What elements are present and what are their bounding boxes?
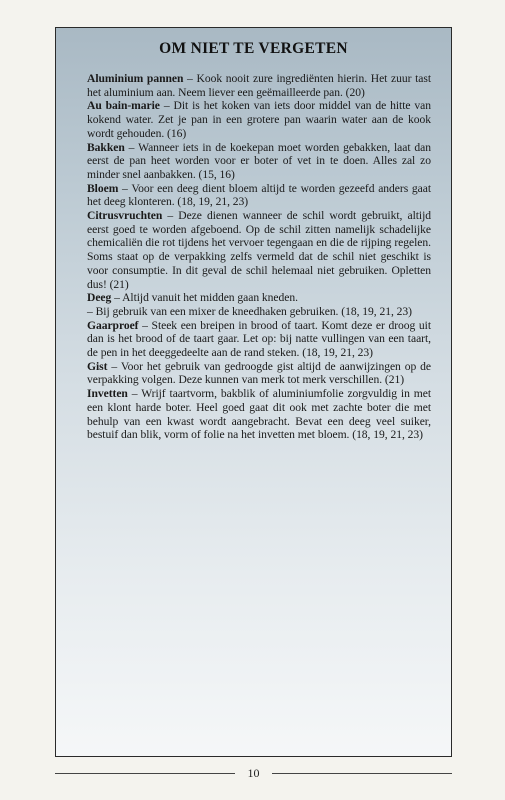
entry-separator: –: [183, 72, 197, 85]
glossary-entry: [87, 291, 431, 305]
entry-separator: –: [138, 318, 152, 332]
glossary-entry: [87, 141, 431, 182]
entry-term: Citrusvruchten: [87, 209, 163, 223]
entry-text: Altijd vanuit het midden gaan kneden.: [122, 291, 298, 305]
glossary-entry: [87, 99, 431, 140]
entry-text: Steek een breipen in brood of taart. Komt deze er droog uit dan is het brood of de taart gaar. Let op: bij natte vullingen van een taart, de pen in het deeggedeelte aan de rand steken. (18, 19, 21, 23): [87, 318, 431, 360]
entry-text: Kook nooit zure ingrediënten hierin. Het zuur tast het aluminium aan. Neem liever een geëmailleerde pan. (20): [87, 72, 432, 99]
entry-term: Aluminium pannen: [87, 72, 184, 85]
glossary-entry: [87, 72, 431, 99]
entry-term: Gaarproef: [87, 318, 139, 332]
glossary-entry: [87, 319, 431, 360]
entry-term: Bakken: [87, 140, 125, 154]
entry-separator: –: [118, 181, 132, 195]
glossary-entry: [87, 387, 431, 442]
entry-term: Gist: [87, 359, 108, 373]
glossary-entry: [87, 182, 431, 209]
entry-separator: –: [124, 140, 139, 154]
glossary-entry: [87, 209, 431, 291]
page-frame: [55, 27, 452, 757]
entry-separator: –: [111, 291, 123, 305]
entry-term: Au bain-marie: [87, 99, 160, 113]
entry-text: Voor het gebruik van gedroogde gist altijd de aanwijzingen op de verpakking volgen. Deze kunnen van merk tot merk verschillen. (21): [87, 359, 432, 387]
entry-separator: –: [162, 209, 179, 223]
footer-rule-right: [272, 773, 452, 774]
entry-separator: –: [127, 387, 142, 401]
page-number: 10: [247, 766, 260, 780]
glossary-entry-continuation: [87, 305, 431, 319]
entry-term: Bloem: [87, 181, 119, 195]
glossary-entry: [87, 360, 431, 387]
entry-text: Voor een deeg dient bloem altijd te worden gezeefd anders gaat het deeg klonteren. (18, 19, 21, 23): [87, 181, 432, 209]
page-footer: [55, 767, 452, 779]
glossary-list: [87, 72, 431, 442]
entry-separator: –: [159, 99, 174, 113]
entry-term: Invetten: [87, 387, 128, 401]
entry-term: Deeg: [87, 291, 112, 305]
page-title: OM NIET TE VERGETEN: [159, 40, 348, 57]
entry-text: – Bij gebruik van een mixer de kneedhaken gebruiken. (18, 19, 21, 23): [87, 304, 412, 318]
entry-text: Dit is het koken van iets door middel van de hitte van kokend water. Zet je pan in een grotere pan waarin water aan de kook wordt gehouden. (16): [87, 99, 431, 140]
entry-text: Wrijf taartvorm, bakblik of aluminiumfolie zorgvuldig in met een klont harde boter. Heel goed gaat dit ook met zachte boter die met behulp van een kwast wordt aangebracht. Bevat een deeg veel suiker, bestuif dan blik, vorm of folie na het invetten met bloem. (18, 19, 21, 23): [87, 387, 431, 442]
entry-separator: –: [107, 359, 121, 373]
entry-text: Deze dienen wanneer de schil wordt gebruikt, altijd eerst goed te worden afgeboend. Op de schil zitten namelijk schadelijke chemicaliën die rot tijdens het vervoer tegengaan en die de rijping regelen. Soms staat op de verpakking zelfs vermeld dat de schil niet geschikt is voor consumptie. In dit geval de schil helemaal niet gebruiken. Opletten dus! (21): [87, 209, 431, 291]
entry-text: Wanneer iets in de koekepan moet worden gebakken, laat dan eerst de pan heet worden voor er boter of vet in te doen. Alles zal zo minder snel aanbakken. (15, 16): [87, 140, 432, 181]
